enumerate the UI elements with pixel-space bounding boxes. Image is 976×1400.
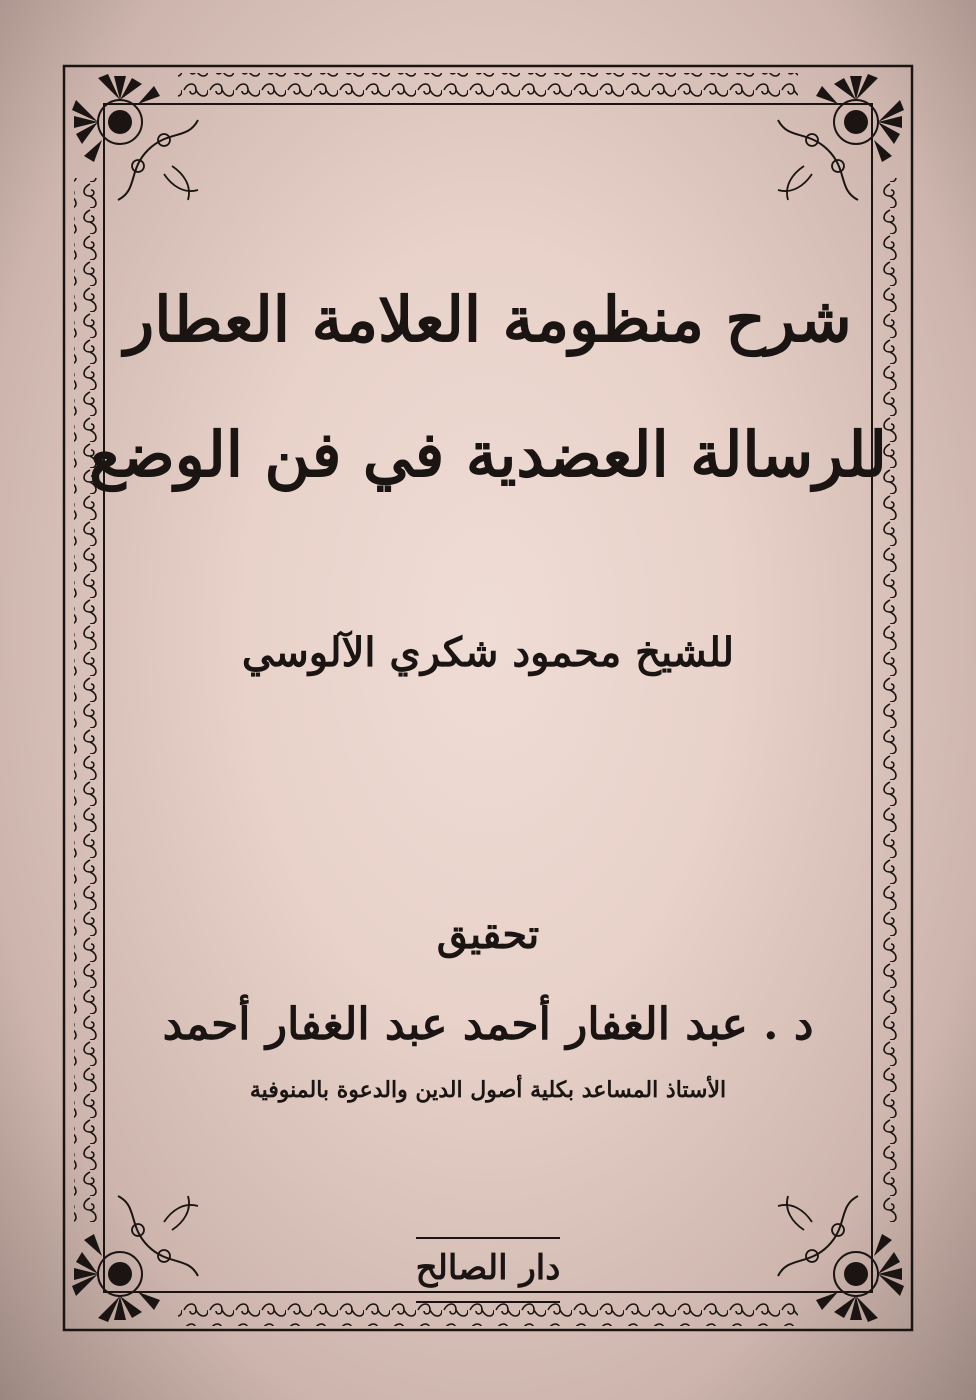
book-title-line-2: للرسالة العضدية في فن الوضع [89,418,887,491]
book-title-line-1: شرح منظومة العلامة العطار [124,283,852,356]
publisher-bottom-rule [416,1301,560,1303]
publisher-logo [398,1215,578,1325]
editor-affiliation: الأستاذ المساعد بكلية أصول الدين والدعوة بالمنوفية [249,1077,727,1103]
editor-name: د . عبد الغفار أحمد عبد الغفار أحمد [162,999,814,1050]
author-name: للشيخ محمود شكري الآلوسي [241,629,735,676]
publisher-top-rule [416,1237,560,1239]
tahqiq-label: تحقيق [436,911,540,958]
publisher-name: دار الصالح [415,1248,561,1288]
